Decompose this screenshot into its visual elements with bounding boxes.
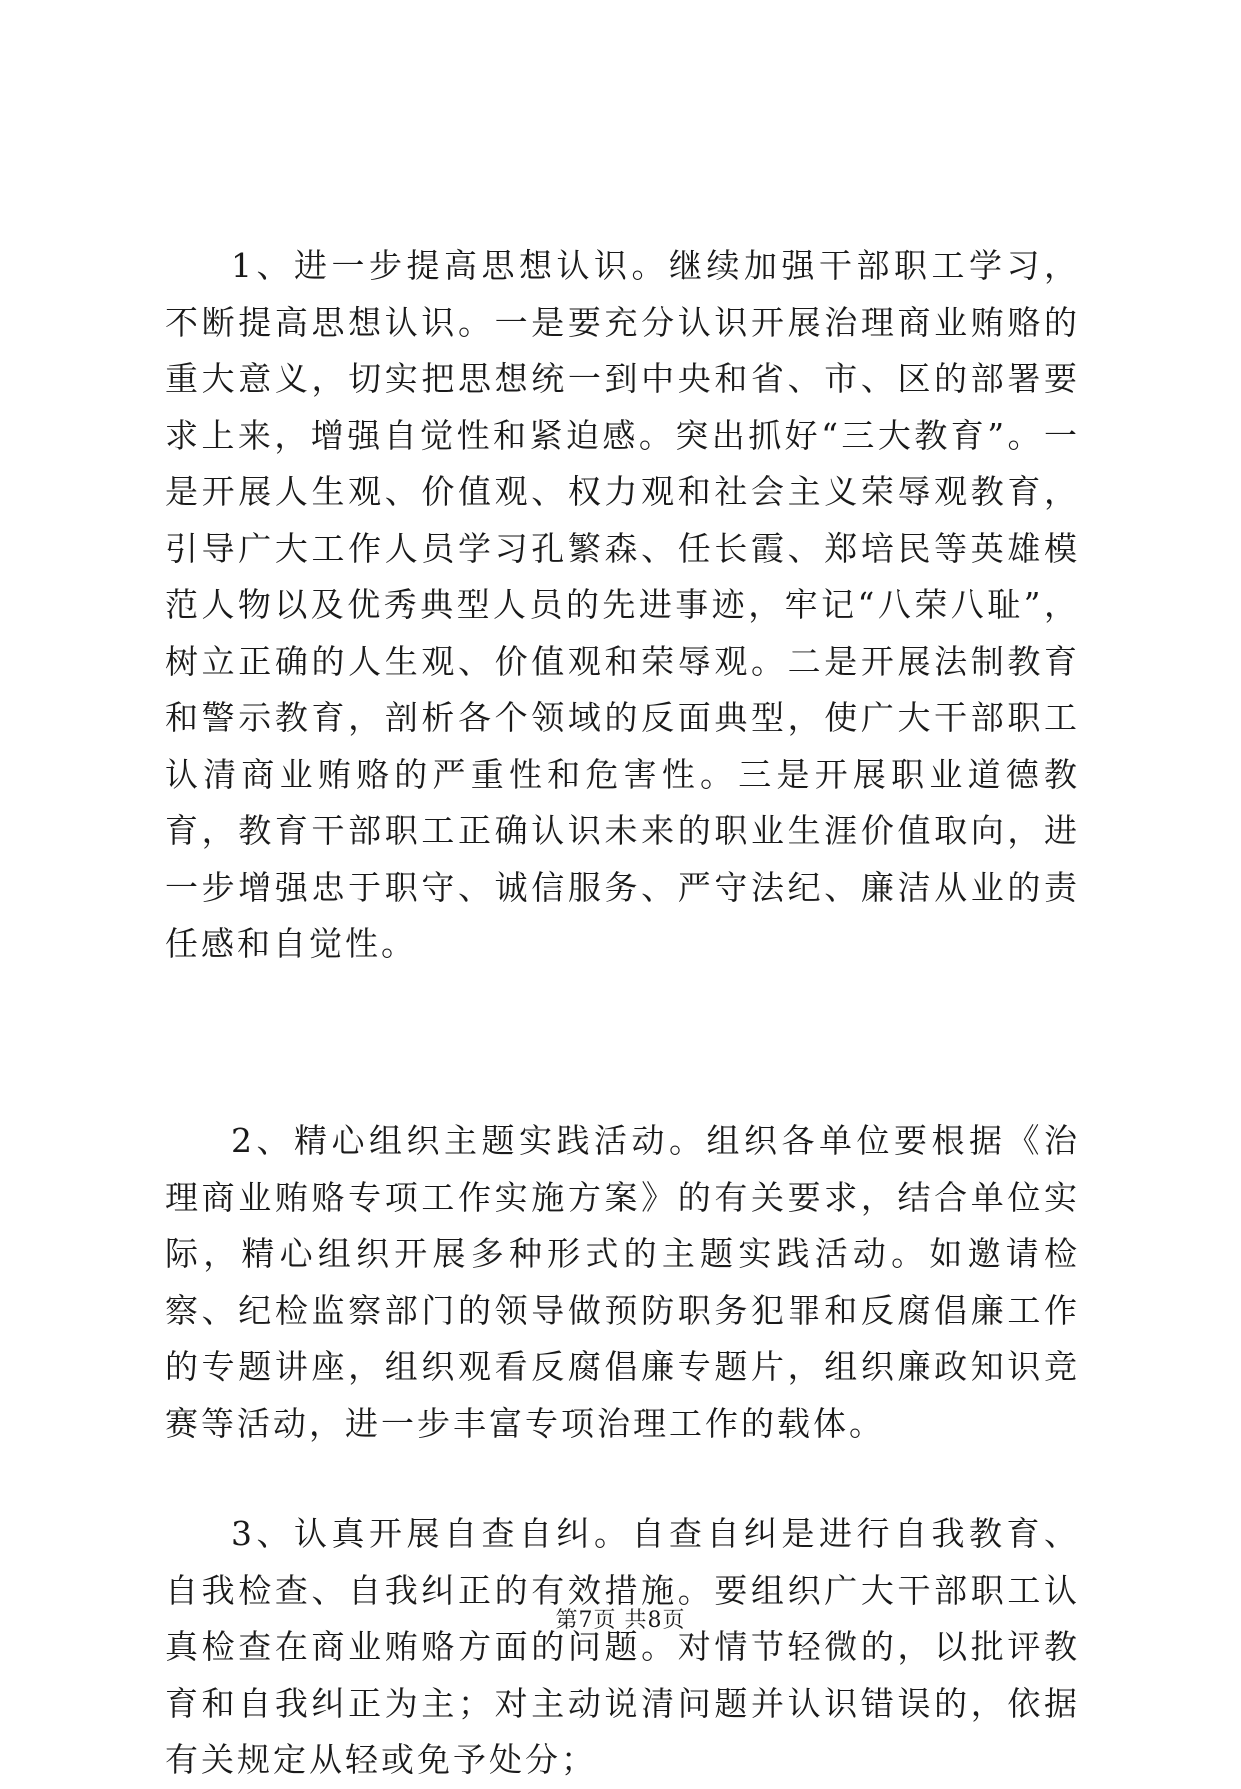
paragraph-2: 2、精心组织主题实践活动。组织各单位要根据《治理商业贿赂专项工作实施方案》的有关要求，结合单位实际，精心组织开展多种形式的主题实践活动。如邀请检察、纪检监察部门的领导做预防职务犯罪和反腐倡廉工作的专题讲座，组织观看反腐倡廉专题片，组织廉政知识竞赛等活动，进一步丰富专项治理工作的载体。 [165, 1121, 1080, 1443]
page-footer: 第7页 共8页 [555, 1608, 686, 1633]
paragraph-3: 3、认真开展自查自纠。自查自纠是进行自我教育、自我检查、自我纠正的有效措施。要组织广大干部职工认真检查在商业贿赂方面的问题。对情节轻微的，以批评教育和自我纠正为主；对主动说清问题并认识错误的，依据有关规定从轻或免予处分； [165, 1514, 1080, 1779]
paragraph-1: 1、进一步提高思想认识。继续加强干部职工学习，不断提高思想认识。一是要充分认识开展治理商业贿赂的重大意义，切实把思想统一到中央和省、市、区的部署要求上来，增强自觉性和紧迫感。突出抓好“三大教育”。一是开展人生观、价值观、权力观和社会主义荣辱观教育，引导广大工作人员学习孔繁森、任长霞、郑培民等英雄模范人物以及优秀典型人员的先进事迹，牢记“八荣八耻”，树立正确的人生观、价值观和荣辱观。二是开展法制教育和警示教育，剖析各个领域的反面典型，使广大干部职工认清商业贿赂的严重性和危害性。三是开展职业道德教育，教育干部职工正确认识未来的职业生涯价值取向，进一步增强忠于职守、诚信服务、严守法纪、廉洁从业的责任感和自觉性。 [165, 246, 1080, 963]
